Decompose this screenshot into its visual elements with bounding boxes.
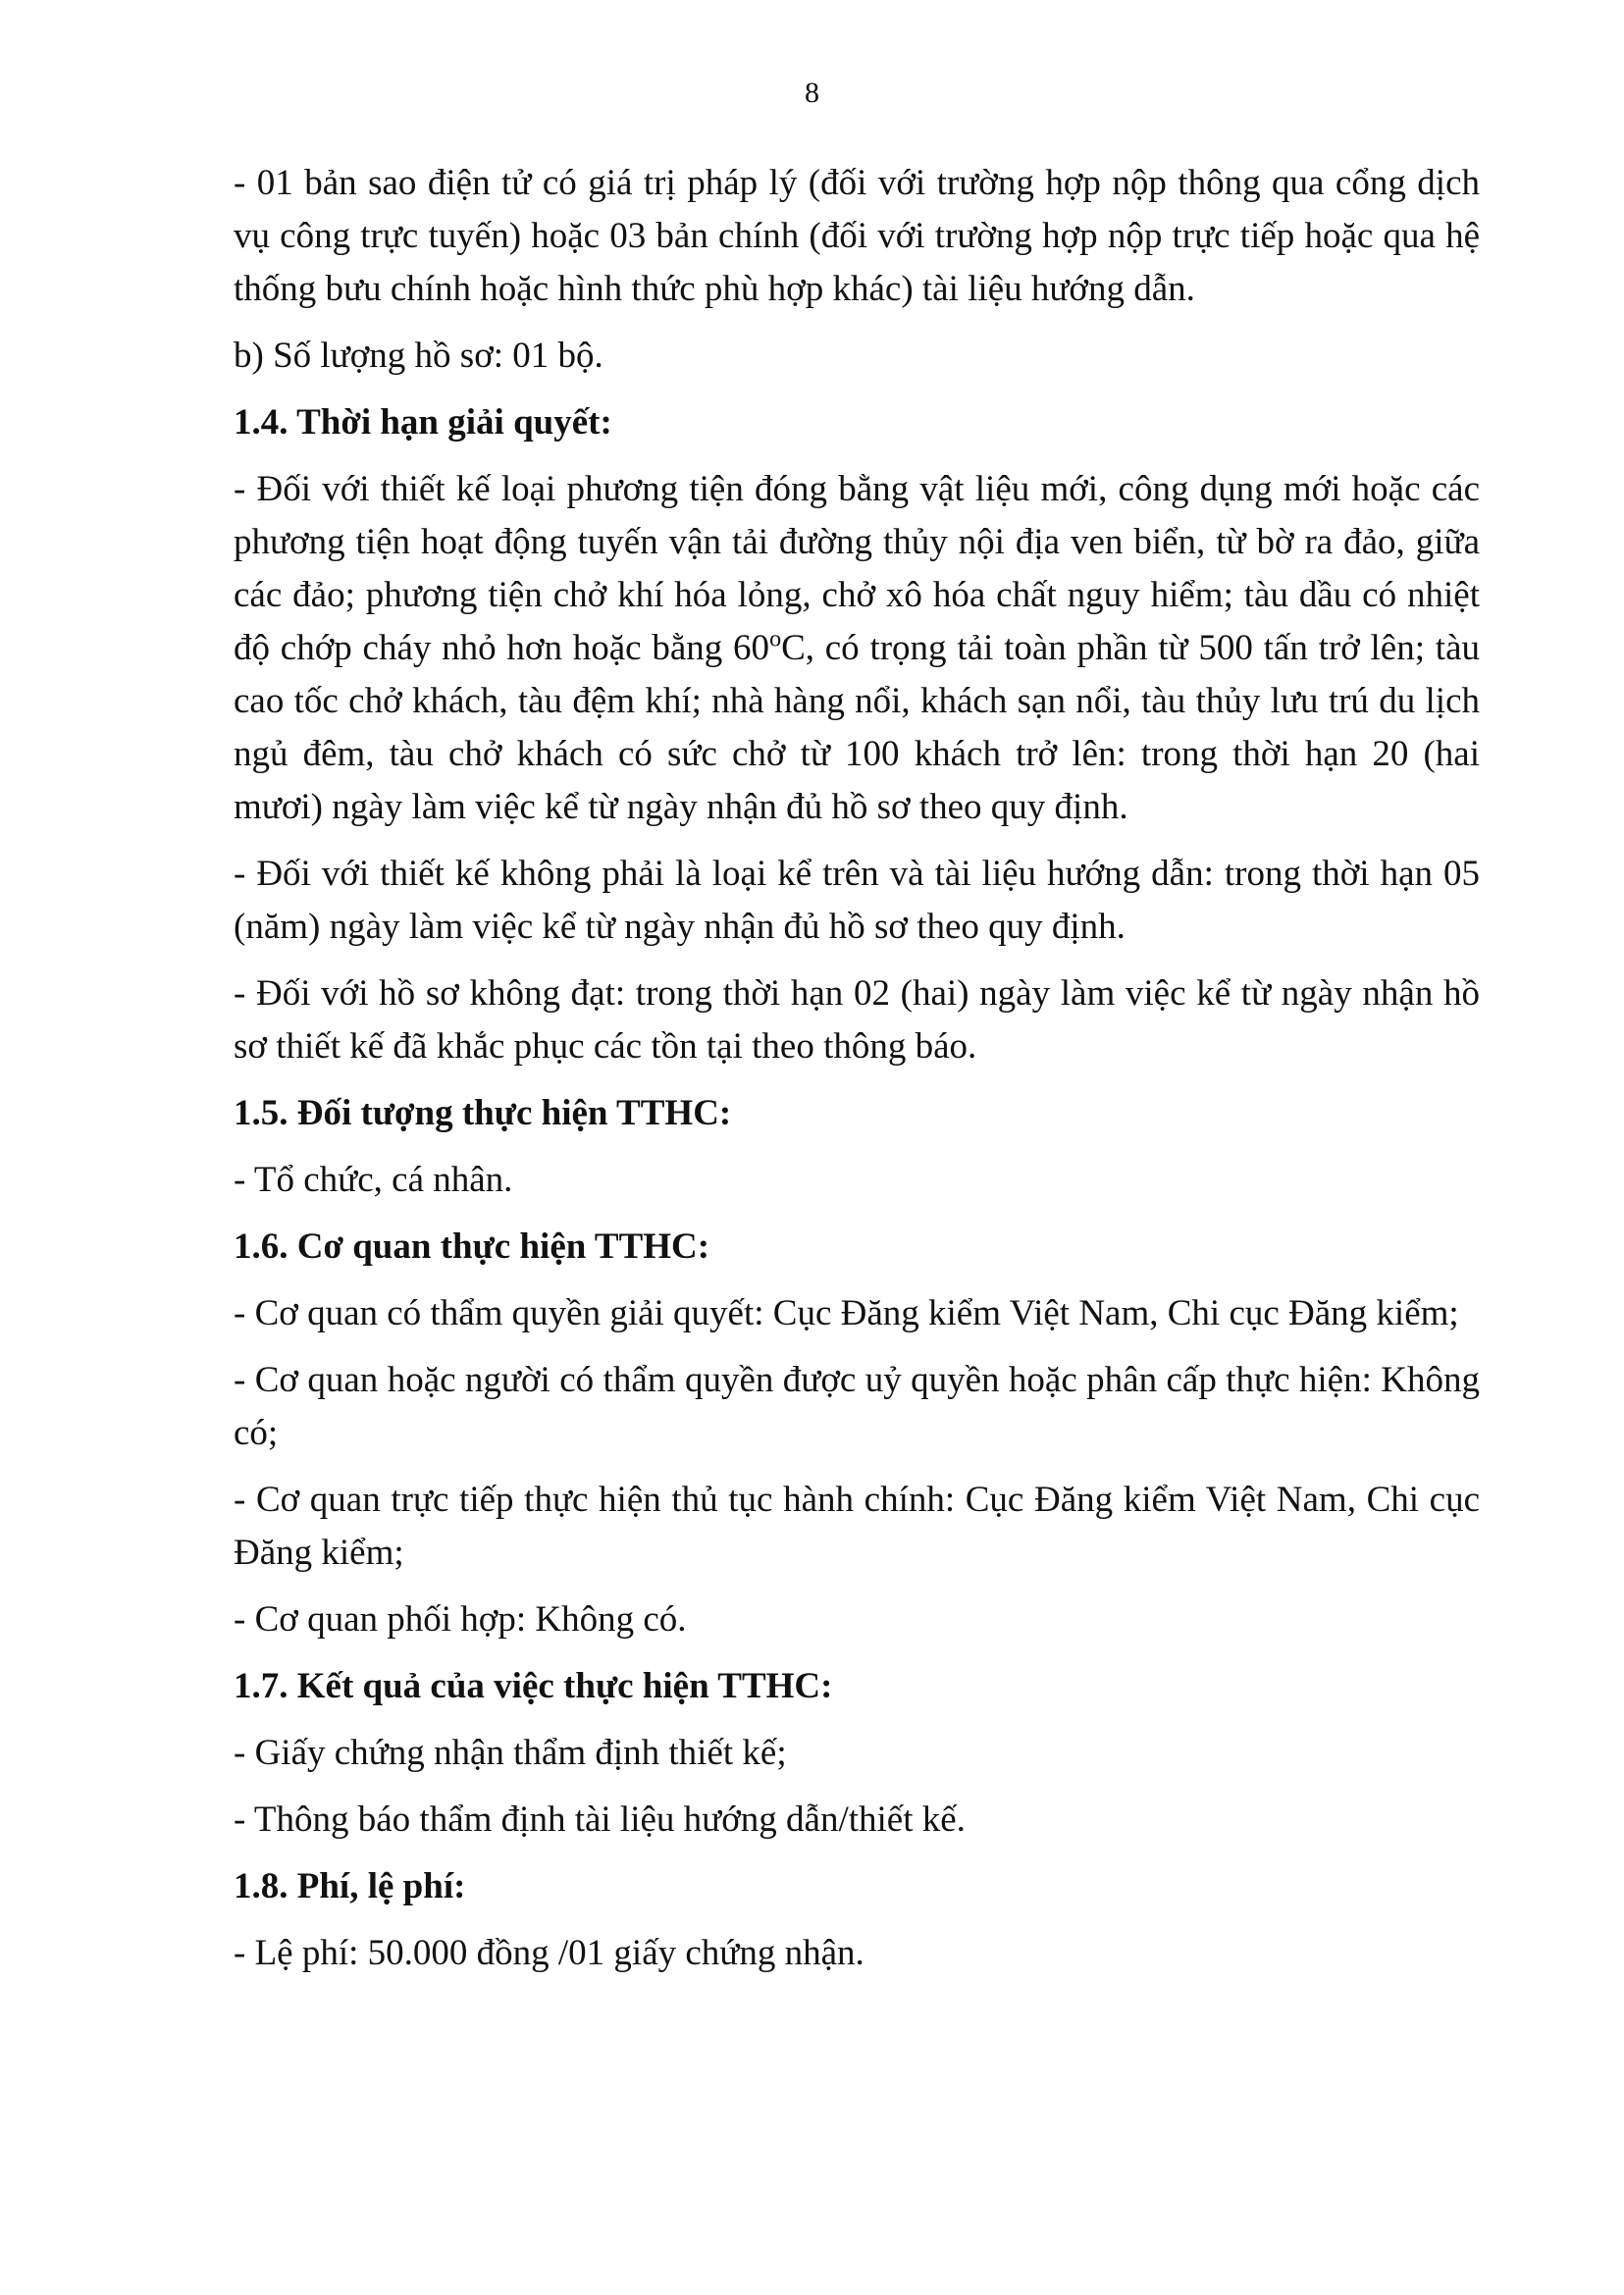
paragraph-notice: - Thông báo thẩm định tài liệu hướng dẫn/thiết kế. bbox=[234, 1799, 966, 1840]
page-number: 8 bbox=[805, 77, 819, 109]
paragraph-coordinating-agency: - Cơ quan phối hợp: Không có. bbox=[234, 1599, 687, 1640]
heading-applicant: 1.5. Đối tượng thực hiện TTHC: bbox=[234, 1093, 732, 1133]
paragraph-fee-amount: - Lệ phí: 50.000 đồng /01 giấy chứng nhận. bbox=[234, 1933, 864, 1973]
paragraph-direct-agency: - Cơ quan trực tiếp thực hiện thủ tục hành chính: Cục Đăng kiểm Việt Nam, Chi cục Đăng kiểm; bbox=[234, 1480, 1480, 1573]
paragraph-certificate: - Giấy chứng nhận thẩm định thiết kế; bbox=[234, 1733, 787, 1773]
heading-processing-time: 1.4. Thời hạn giải quyết: bbox=[234, 402, 612, 443]
paragraph-competent-authority: - Cơ quan có thẩm quyền giải quyết: Cục Đăng kiểm Việt Nam, Chi cục Đăng kiểm; bbox=[234, 1293, 1459, 1333]
heading-executing-agency: 1.6. Cơ quan thực hiện TTHC: bbox=[234, 1226, 710, 1267]
paragraph-failed-dossier: - Đối với hồ sơ không đạt: trong thời hạn 02 (hai) ngày làm việc kể từ ngày nhận hồ sơ thiết kế đã khắc phục các tồn tại theo thông báo. bbox=[234, 973, 1480, 1067]
paragraph-electronic-copy: - 01 bản sao điện tử có giá trị pháp lý (đối với trường hợp nộp thông qua cổng dịch vụ công trực tuyến) hoặc 03 bản chính (đối với trường hợp nộp trực tiếp hoặc qua hệ thống bưu chính hoặc hình thức phù hợp khác) tài liệu hướng dẫn. bbox=[234, 163, 1480, 309]
paragraph-new-material-design bbox=[234, 463, 1480, 834]
paragraph-new-material-design-text: - Đối với thiết kế loại phương tiện đóng bằng vật liệu mới, công dụng mới hoặc các phương tiện hoạt động tuyến vận tải đường thủy nội địa ven biển, từ bờ ra đảo, giữa các đảo; phương tiện chở khí hóa lỏng, chở xô hóa chất nguy hiểm; tàu dầu có nhiệt độ chớp cháy nhỏ hơn hoặc bằng 60 bbox=[234, 469, 1480, 668]
paragraph-authorized-agency: - Cơ quan hoặc người có thẩm quyền được uỷ quyền hoặc phân cấp thực hiện: Không có; bbox=[234, 1360, 1480, 1453]
paragraph-other-design: - Đối với thiết kế không phải là loại kể trên và tài liệu hướng dẫn: trong thời hạn 05 (năm) ngày làm việc kể từ ngày nhận đủ hồ sơ theo quy định. bbox=[234, 854, 1480, 947]
paragraph-dossier-quantity: b) Số lượng hồ sơ: 01 bộ. bbox=[234, 336, 603, 376]
paragraph-applicant: - Tổ chức, cá nhân. bbox=[234, 1160, 513, 1200]
heading-fees: 1.8. Phí, lệ phí: bbox=[234, 1866, 466, 1906]
paragraph-new-material-design-text-after: C, có trọng tải toàn phần từ 500 tấn trở lên; tàu cao tốc chở khách, tàu đệm khí; nhà hàng nổi, khách sạn nổi, tàu thủy lưu trú du lịch ngủ đêm, tàu chở khách có sức chở từ 100 khách trở lên: trong thời hạn 20 (hai mươi) ngày làm việc kể từ ngày nhận đủ hồ sơ theo quy định. bbox=[234, 628, 1480, 827]
degree-superscript: o bbox=[769, 626, 782, 652]
heading-result: 1.7. Kết quả của việc thực hiện TTHC: bbox=[234, 1666, 833, 1706]
document-body bbox=[234, 157, 1480, 1994]
